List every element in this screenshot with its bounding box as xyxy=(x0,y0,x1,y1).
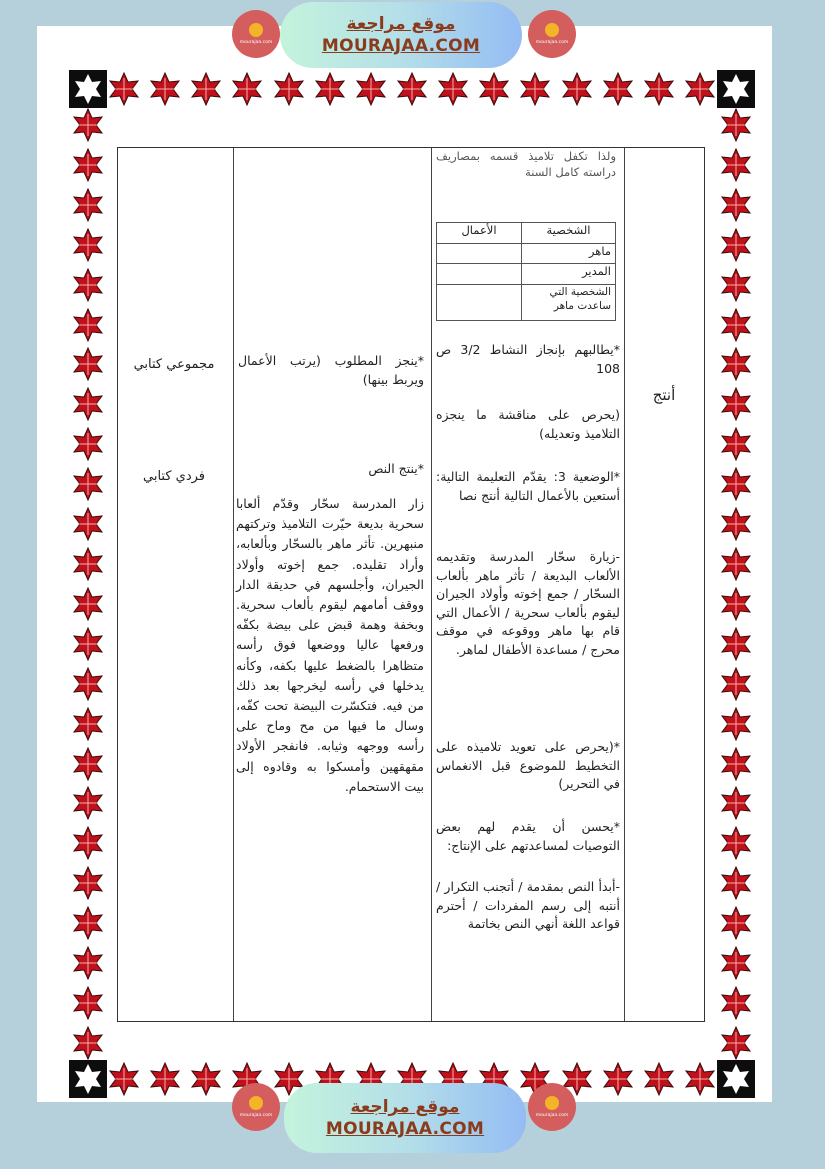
book-icon xyxy=(249,1096,263,1110)
decorative-border-left xyxy=(71,108,105,1060)
red-star-icon xyxy=(719,188,753,222)
red-star-icon xyxy=(642,1062,676,1096)
site-url-link[interactable]: MOURAJAA.COM xyxy=(321,36,481,56)
red-star-icon xyxy=(71,866,105,900)
work-mode-individual: فردي كتابي xyxy=(142,469,205,484)
learner-produce-text: *ينتج النص xyxy=(368,461,424,476)
inner-table-header: الأعمال xyxy=(437,223,522,244)
red-star-icon xyxy=(71,188,105,222)
teacher-discussion-note: (يحرص على مناقشة ما ينجزه التلاميذ وتعديله) xyxy=(436,407,620,441)
corner-star-tile-icon xyxy=(69,70,107,108)
learner-sample-text: زار المدرسة سحّار وقدّم ألعابا سحرية بديعة حيّرت التلاميذ وتركتهم منبهرين. تأثر ماهر بالسحّار وبألعابه، وأراد تقليده. جمع إخوته وأولاد الجيران، وأجلسهم في حديقة الدار ووقف أمامهم ليقوم بألعاب سحرية. وبخفة وهمة قبض على بيضة بكفّه ورفعها عاليا ووضعها فوق رأسه متظاهرا بالضغط عليها بكفه، وكأنه يدخلها في رأسه ليخرجها بعد ذلك من فيه. فتكسّرت البيضة تحت كفّه، وسال ما فيها من مح وماح على رأسه ووجهه وثيابه. فانفجر الأولاد مقهقهين وأمسكوا به وقادوه إلى بيت الاستحمام. xyxy=(236,496,424,794)
red-star-icon xyxy=(71,627,105,661)
red-star-icon xyxy=(518,72,552,106)
logo-caption: mourajaa.com xyxy=(535,1113,569,1118)
red-star-icon xyxy=(642,72,676,106)
site-logo-right[interactable] xyxy=(528,10,576,58)
red-star-icon xyxy=(71,946,105,980)
inner-table-cell: المدير xyxy=(522,264,616,285)
teacher-situation-3: *الوضعية 3: يقدّم التعليمة التالية: أستعين بالأعمال التالية أنتج نصا xyxy=(436,469,620,503)
red-star-icon xyxy=(719,228,753,262)
red-star-icon xyxy=(71,148,105,182)
red-star-icon xyxy=(71,707,105,741)
red-star-icon xyxy=(71,1026,105,1060)
red-star-icon xyxy=(477,72,511,106)
logo-caption: mourajaa.com xyxy=(535,40,569,45)
book-icon xyxy=(545,23,559,37)
red-star-icon xyxy=(436,72,470,106)
red-star-icon xyxy=(107,72,141,106)
red-star-icon xyxy=(719,547,753,581)
red-star-icon xyxy=(71,467,105,501)
red-star-icon xyxy=(71,308,105,342)
site-name-arabic[interactable]: موقع مراجعة xyxy=(346,14,456,34)
red-star-icon xyxy=(148,1062,182,1096)
red-star-icon xyxy=(719,387,753,421)
red-star-icon xyxy=(107,1062,141,1096)
teacher-recommendations-list: -أبدأ النص بمقدمة / أتجنب التكرار / أنتبه إلى رسم المفردات / أحترم قواعد اللغة أنهي النص بخاتمة xyxy=(436,879,620,931)
red-star-icon xyxy=(719,308,753,342)
characters-actions-table xyxy=(436,222,616,321)
red-star-icon xyxy=(719,427,753,461)
teacher-prompt-list: -زيارة سحّار المدرسة وتقديمه الألعاب البديعة / تأثر ماهر بألعاب السحّار / جمع إخوته وأولاد الجيران ليقوم بألعاب سحرية / الأعمال التي قام بها ماهر ووقوعه في موقف محرج / مساعدة الأطفال لماهر. xyxy=(436,549,620,657)
red-star-icon xyxy=(719,347,753,381)
teacher-planning-note: *(يحرص على تعويد تلاميذه على التخطيط للموضوع قبل الانغماس في التحرير) xyxy=(436,739,620,791)
red-star-icon xyxy=(719,667,753,701)
learner-task: *ينجز المطلوب (يرتب الأعمال ويربط بينها) xyxy=(238,353,424,387)
red-star-icon xyxy=(719,826,753,860)
red-star-icon xyxy=(71,547,105,581)
column-divider xyxy=(624,148,625,1021)
corner-star-tile-icon xyxy=(717,1060,755,1098)
red-star-icon xyxy=(719,986,753,1020)
red-star-icon xyxy=(683,72,717,106)
site-banner-header[interactable] xyxy=(280,2,522,68)
red-star-icon xyxy=(71,747,105,781)
red-star-icon xyxy=(272,72,306,106)
phase-label: أنتج xyxy=(652,386,676,404)
red-star-icon xyxy=(719,747,753,781)
red-star-icon xyxy=(189,72,223,106)
site-name-arabic[interactable]: موقع مراجعة xyxy=(350,1097,460,1117)
site-logo-left[interactable] xyxy=(232,10,280,58)
red-star-icon xyxy=(719,786,753,820)
inner-table-cell: ماهر xyxy=(522,243,616,264)
red-star-icon xyxy=(71,587,105,621)
book-icon xyxy=(545,1096,559,1110)
red-star-icon xyxy=(719,148,753,182)
red-star-icon xyxy=(148,72,182,106)
inner-table-cell xyxy=(437,264,522,285)
red-star-icon xyxy=(230,72,264,106)
corner-star-tile-icon xyxy=(69,1060,107,1098)
red-star-icon xyxy=(313,72,347,106)
red-star-icon xyxy=(395,72,429,106)
site-logo-right[interactable] xyxy=(528,1083,576,1131)
red-star-icon xyxy=(71,228,105,262)
red-star-icon xyxy=(71,667,105,701)
red-star-icon xyxy=(719,587,753,621)
teacher-task-instruction: *يطالبهم بإنجاز النشاط 3/2 ص 108 xyxy=(436,342,620,376)
logo-caption: mourajaa.com xyxy=(239,40,273,45)
red-star-icon xyxy=(354,72,388,106)
red-star-icon xyxy=(601,72,635,106)
red-star-icon xyxy=(719,1026,753,1060)
red-star-icon xyxy=(71,986,105,1020)
red-star-icon xyxy=(189,1062,223,1096)
red-star-icon xyxy=(719,627,753,661)
corner-star-tile-icon xyxy=(717,70,755,108)
column-divider xyxy=(431,148,432,1021)
red-star-icon xyxy=(71,427,105,461)
red-star-icon xyxy=(719,108,753,142)
red-star-icon xyxy=(71,108,105,142)
red-star-icon xyxy=(71,347,105,381)
book-icon xyxy=(249,23,263,37)
red-star-icon xyxy=(719,707,753,741)
decorative-border-top xyxy=(107,72,717,106)
column-divider xyxy=(233,148,234,1021)
inner-table-cell xyxy=(437,243,522,264)
red-star-icon xyxy=(719,268,753,302)
red-star-icon xyxy=(71,507,105,541)
red-star-icon xyxy=(719,906,753,940)
inner-table-cell: الشخصية التي ساعدت ماهر xyxy=(522,285,616,321)
decorative-border-right xyxy=(719,108,753,1060)
red-star-icon xyxy=(719,946,753,980)
red-star-icon xyxy=(719,507,753,541)
red-star-icon xyxy=(71,387,105,421)
red-star-icon xyxy=(601,1062,635,1096)
red-star-icon xyxy=(560,72,594,106)
site-banner-footer[interactable] xyxy=(284,1083,526,1153)
red-star-icon xyxy=(71,826,105,860)
red-star-icon xyxy=(719,866,753,900)
teacher-intro-text: ولذا تكفل تلاميذ قسمه بمصاريف دراسته كامل السنة xyxy=(436,149,616,179)
teacher-recommendations-intro: *يحسن أن يقدم لهم بعض التوصيات لمساعدتهم على الإنتاج: xyxy=(436,819,620,853)
site-url-link[interactable]: MOURAJAA.COM xyxy=(325,1119,485,1139)
logo-caption: mourajaa.com xyxy=(239,1113,273,1118)
red-star-icon xyxy=(683,1062,717,1096)
inner-table-cell xyxy=(437,285,522,321)
red-star-icon xyxy=(71,786,105,820)
red-star-icon xyxy=(71,268,105,302)
red-star-icon xyxy=(719,467,753,501)
site-logo-left[interactable] xyxy=(232,1083,280,1131)
red-star-icon xyxy=(71,906,105,940)
work-mode-group: مجموعي كتابي xyxy=(133,357,215,372)
inner-table-header: الشخصية xyxy=(522,223,616,244)
